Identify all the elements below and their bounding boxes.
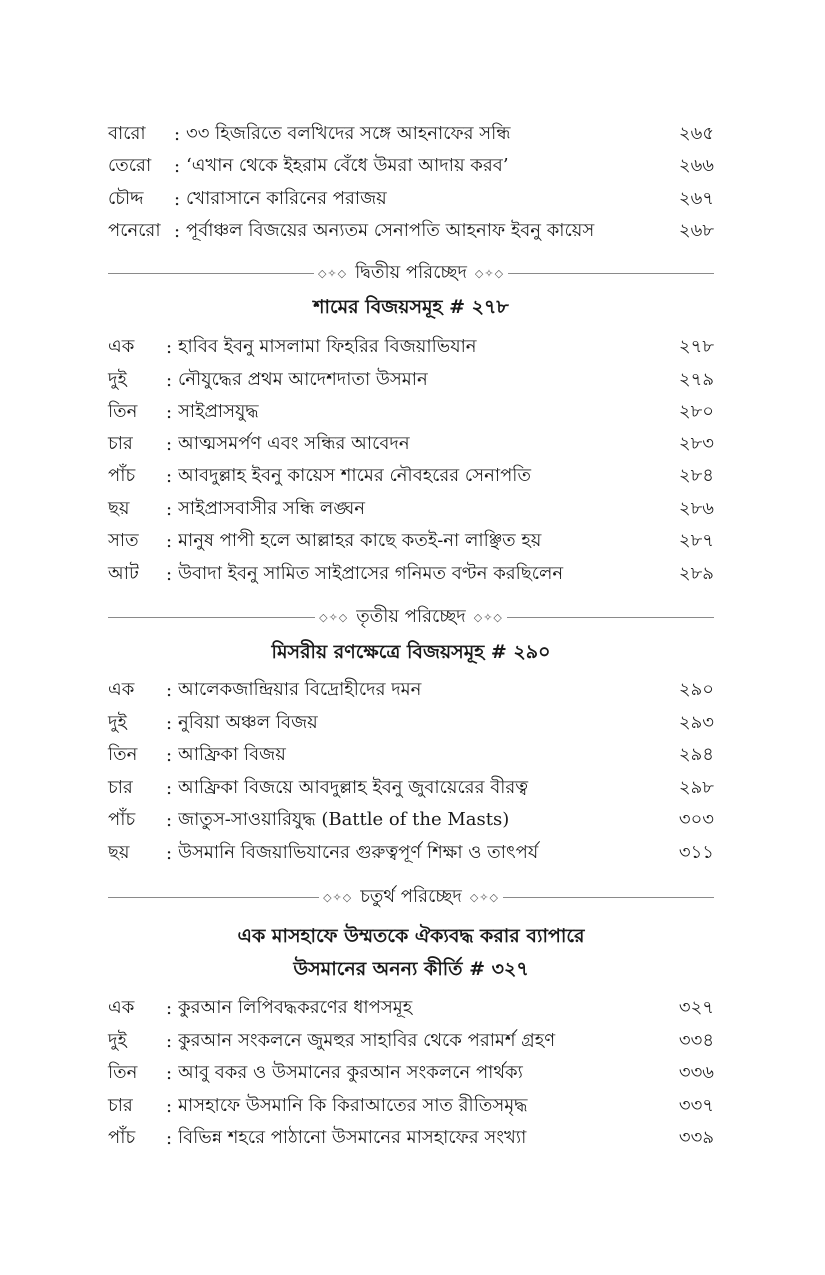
toc-row-number: পাঁচ [108, 464, 136, 486]
toc-row[interactable] [108, 838, 714, 868]
toc-row-title: ‘এখান থেকে ইহরাম বেঁধে উমরা আদায় করব’ [186, 154, 509, 176]
chapter-label: চতুর্থ পরিচ্ছেদ [360, 885, 462, 907]
toc-row-page: ২৯৩ [678, 711, 714, 733]
toc-row-colon: : [166, 530, 173, 552]
toc-row-number: পনেরো [108, 219, 161, 241]
toc-row-page: ২৮৪ [678, 464, 714, 486]
toc-row-number: ছয় [108, 497, 130, 519]
toc-row[interactable] [108, 993, 714, 1023]
toc-row-number: তিন [108, 1061, 138, 1083]
toc-row-colon: : [166, 1095, 173, 1117]
toc-row-colon: : [174, 220, 181, 242]
toc-row-title: সাইপ্রাসযুদ্ধ [178, 400, 259, 422]
toc-row-colon: : [166, 1062, 173, 1084]
divider-line [503, 897, 714, 898]
toc-row-page: ৩২৭ [678, 996, 714, 1018]
toc-row[interactable] [108, 216, 714, 246]
chapter-label: দ্বিতীয় পরিচ্ছেদ [355, 261, 467, 283]
toc-row-title: কুরআন সংকলনে জুমহুর সাহাবির থেকে পরামর্শ গ্রহণ [178, 1029, 556, 1051]
toc-row[interactable] [108, 740, 714, 770]
toc-row-title: ৩৩ হিজরিতে বলখিদের সঙ্গে আহনাফের সন্ধি [186, 122, 511, 144]
section-heading: উসমানের অনন্য কীর্তি # ৩২৭ [293, 958, 529, 980]
toc-row-page: ২৯৪ [678, 743, 714, 765]
divider-line [508, 273, 714, 274]
toc-row-page: ২৭৯ [678, 368, 714, 390]
toc-row-title: মানুষ পাপী হলে আল্লাহর কাছে কতই-না লাঞ্ছিত হয় [178, 529, 542, 551]
toc-row-page: ২৬৭ [678, 187, 714, 209]
toc-row[interactable] [108, 675, 714, 705]
toc-row-title: নৌযুদ্ধের প্রথম আদেশদাতা উসমান [178, 368, 428, 390]
ornament-icon: ◇✧◇ [474, 266, 505, 280]
toc-row-page: ২৬৬ [678, 154, 714, 176]
toc-row-title: মাসহাফে উসমানি কি কিরাআতের সাত রীতিসমৃদ্ধ [178, 1094, 528, 1116]
toc-row-number: চার [108, 1094, 133, 1116]
toc-row[interactable] [108, 773, 714, 803]
toc-row-number: চৌদ্দ [108, 187, 144, 209]
ornament-icon: ◇✧◇ [317, 266, 348, 280]
toc-row-page: ৩৩৬ [678, 1061, 714, 1083]
chapter-label: তৃতীয় পরিচ্ছেদ [356, 605, 466, 627]
toc-row-title: খোরাসানে কারিনের পরাজয় [186, 187, 387, 209]
toc-row-colon: : [174, 188, 181, 210]
divider-line [507, 617, 714, 618]
toc-row-page: ২৮৯ [678, 562, 714, 584]
toc-row-title: আফ্রিকা বিজয়ে আবদুল্লাহ ইবনু জুবায়েরের বীরত্ব [178, 776, 529, 798]
toc-row[interactable] [108, 397, 714, 427]
toc-row-page: ২৯৮ [678, 776, 714, 798]
toc-row-colon: : [166, 401, 173, 423]
toc-row-colon: : [166, 498, 173, 520]
toc-row-number: পাঁচ [108, 808, 136, 830]
toc-row-colon: : [166, 369, 173, 391]
toc-row-page: ৩০৩ [678, 808, 714, 830]
toc-row-colon: : [166, 744, 173, 766]
toc-row-page: ২৬৫ [678, 122, 714, 144]
toc-row-number: আট [108, 562, 139, 584]
toc-row-title: আত্মসমর্পণ এবং সন্ধির আবেদন [178, 432, 410, 454]
toc-row[interactable] [108, 332, 714, 362]
toc-row-page: ২৮০ [678, 400, 714, 422]
toc-row-number: বারো [108, 122, 146, 144]
toc-row[interactable] [108, 1026, 714, 1056]
section-heading: মিসরীয় রণক্ষেত্রে বিজয়সমূহ # ২৯০ [271, 641, 551, 663]
toc-row-colon: : [166, 712, 173, 734]
toc-row[interactable] [108, 559, 714, 589]
toc-row-number: এক [108, 678, 135, 700]
divider-line [108, 897, 319, 898]
toc-row-colon: : [166, 1030, 173, 1052]
toc-row-colon: : [166, 809, 173, 831]
toc-row-number: এক [108, 996, 135, 1018]
toc-row-number: এক [108, 335, 135, 357]
chapter-divider [108, 605, 714, 629]
toc-row-colon: : [174, 123, 181, 145]
toc-row-page: ৩৩৪ [678, 1029, 714, 1051]
toc-row-page: ২৮৭ [678, 529, 714, 551]
toc-row-number: দুই [108, 711, 127, 733]
toc-row-colon: : [166, 465, 173, 487]
toc-row-number: তেরো [108, 154, 152, 176]
chapter-divider [108, 261, 714, 285]
toc-row-colon: : [166, 997, 173, 1019]
toc-row[interactable] [108, 429, 714, 459]
toc-row[interactable] [108, 151, 714, 181]
toc-row[interactable] [108, 119, 714, 149]
toc-row[interactable] [108, 365, 714, 395]
toc-row-title: বিভিন্ন শহরে পাঠানো উসমানের মাসহাফের সংখ্যা [178, 1126, 527, 1148]
toc-row[interactable] [108, 1123, 714, 1153]
toc-row[interactable] [108, 184, 714, 214]
toc-row-page: ২৬৮ [678, 219, 714, 241]
toc-row-colon: : [166, 679, 173, 701]
toc-row-number: তিন [108, 400, 138, 422]
toc-row-colon: : [166, 1127, 173, 1149]
toc-row-colon: : [166, 563, 173, 585]
toc-row[interactable] [108, 494, 714, 524]
toc-row-title: আলেকজান্দ্রিয়ার বিদ্রোহীদের দমন [178, 678, 422, 700]
toc-row-colon: : [166, 777, 173, 799]
toc-row-page: ৩১১ [678, 841, 714, 863]
toc-row-page: ২৯০ [678, 678, 714, 700]
toc-row-title: আফ্রিকা বিজয় [178, 743, 286, 765]
toc-row-colon: : [166, 336, 173, 358]
toc-row-title: নুবিয়া অঞ্চল বিজয় [178, 711, 318, 733]
toc-row-colon: : [166, 433, 173, 455]
toc-row-title: আবদুল্লাহ ইবনু কায়েস শামের নৌবহরের সেনাপতি [178, 464, 531, 486]
toc-row-title: হাবিব ইবনু মাসলামা ফিহরির বিজয়াভিযান [178, 335, 477, 357]
ornament-icon: ◇✧◇ [323, 890, 353, 904]
toc-row[interactable] [108, 1058, 714, 1088]
toc-row-number: দুই [108, 368, 127, 390]
toc-row-page: ৩৩৭ [678, 1094, 714, 1116]
toc-row-number: চার [108, 776, 133, 798]
ornament-icon: ◇✧◇ [469, 890, 499, 904]
ornament-icon: ◇✧◇ [319, 610, 349, 624]
toc-row[interactable] [108, 708, 714, 738]
toc-row-title: জাতুস-সাওয়ারিযুদ্ধ (Battle of the Masts) [178, 808, 510, 830]
toc-row-page: ২৮৩ [678, 432, 714, 454]
toc-row-colon: : [166, 842, 173, 864]
divider-line [108, 273, 314, 274]
toc-row-colon: : [174, 155, 181, 177]
toc-row[interactable] [108, 1091, 714, 1121]
chapter-divider [108, 885, 714, 909]
toc-row-title: উসমানি বিজয়াভিযানের গুরুত্বপূর্ণ শিক্ষা ও তাৎপর্য [178, 841, 539, 863]
divider-line [108, 617, 315, 618]
toc-row-number: সাত [108, 529, 139, 551]
toc-row-page: ৩৩৯ [678, 1126, 714, 1148]
toc-row[interactable] [108, 526, 714, 556]
toc-row-title: আবু বকর ও উসমানের কুরআন সংকলনে পার্থক্য [178, 1061, 523, 1083]
ornament-icon: ◇✧◇ [473, 610, 503, 624]
toc-row-page: ২৭৮ [678, 335, 714, 357]
toc-row[interactable] [108, 805, 714, 835]
section-heading: শামের বিজয়সমূহ # ২৭৮ [313, 296, 509, 318]
toc-row-number: ছয় [108, 841, 130, 863]
toc-row-number: দুই [108, 1029, 127, 1051]
toc-row-title: উবাদা ইবনু সামিত সাইপ্রাসের গনিমত বণ্টন করছিলেন [178, 562, 564, 584]
section-heading: এক মাসহাফে উম্মতকে ঐক্যবদ্ধ করার ব্যাপারে [237, 925, 585, 947]
toc-row-number: চার [108, 432, 133, 454]
toc-row-number: পাঁচ [108, 1126, 136, 1148]
toc-row-title: পূর্বাঞ্চল বিজয়ের অন্যতম সেনাপতি আহনাফ ইবনু কায়েস [186, 219, 595, 241]
toc-row-page: ২৮৬ [678, 497, 714, 519]
toc-row-title: কুরআন লিপিবদ্ধকরণের ধাপসমূহ [178, 996, 413, 1018]
toc-row-title: সাইপ্রাসবাসীর সন্ধি লঙ্ঘন [178, 497, 365, 519]
toc-row[interactable] [108, 461, 714, 491]
toc-row-number: তিন [108, 743, 138, 765]
